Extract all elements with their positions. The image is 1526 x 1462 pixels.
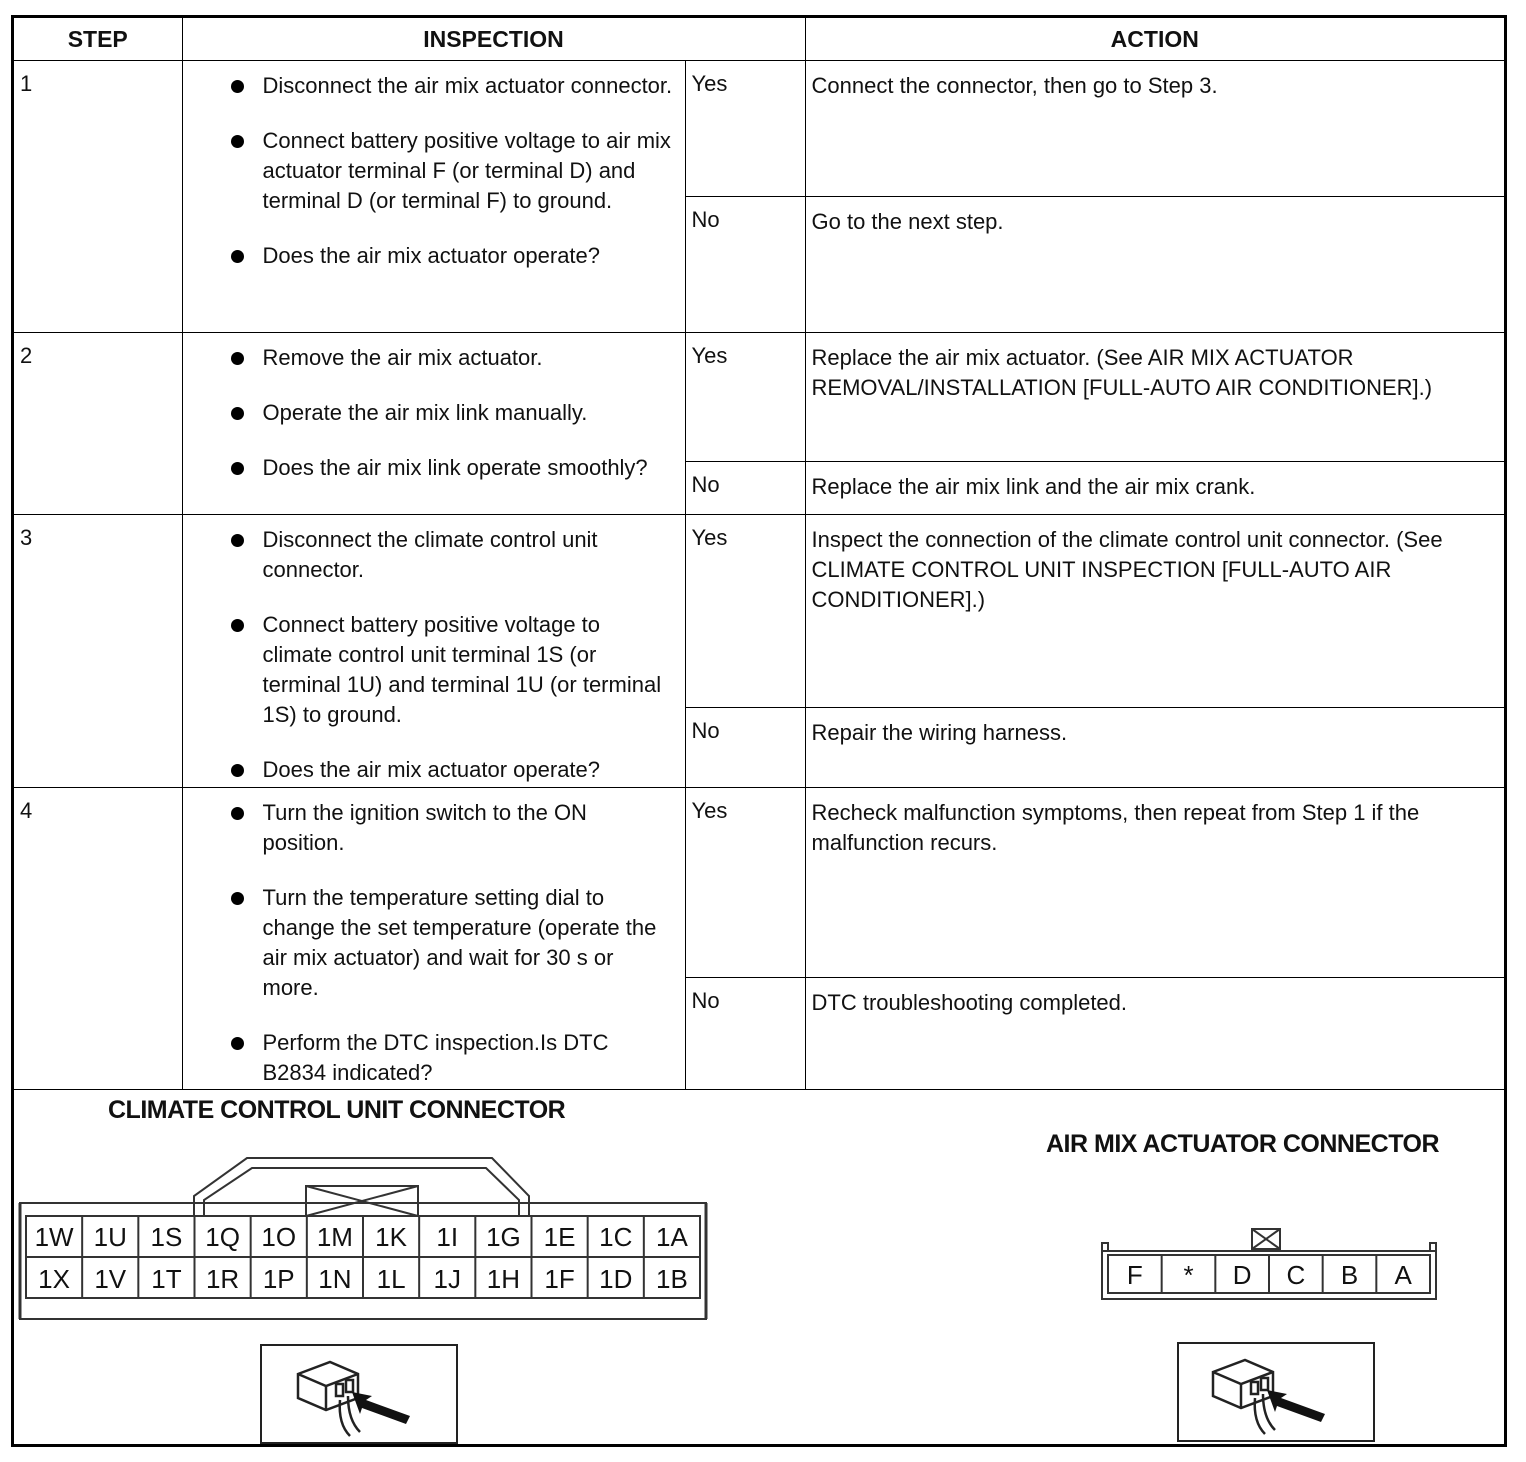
inspection-item: Does the air mix actuator operate? bbox=[229, 755, 675, 785]
air-mix-connector-title: AIR MIX ACTUATOR CONNECTOR bbox=[1046, 1130, 1440, 1158]
no-label: No bbox=[685, 462, 805, 515]
connector-pin-label: 1H bbox=[486, 1264, 521, 1294]
connector-pin-label: 1D bbox=[599, 1264, 633, 1294]
inspection-cell bbox=[182, 515, 685, 788]
inspection-cell bbox=[182, 61, 685, 333]
connector-pin-label: 1F bbox=[544, 1264, 575, 1294]
connector-pin-label: 1E bbox=[543, 1222, 576, 1252]
step-number: 4 bbox=[14, 788, 182, 1090]
step-header: STEP bbox=[14, 18, 182, 61]
connector-pin-label: 1L bbox=[376, 1264, 406, 1294]
no-action: DTC troubleshooting completed. bbox=[805, 978, 1504, 1090]
yes-label: Yes bbox=[685, 333, 805, 462]
connector-pin-label: 1U bbox=[93, 1222, 127, 1252]
connector-view-icon bbox=[260, 1344, 460, 1446]
table-row bbox=[14, 61, 1504, 197]
no-label: No bbox=[685, 708, 805, 788]
connector-pin-label: A bbox=[1394, 1260, 1412, 1290]
connector-pin-label: 1T bbox=[151, 1264, 182, 1294]
yes-label: Yes bbox=[685, 515, 805, 708]
yes-action: Inspect the connection of the climate control unit connector. (See CLIMATE CONTROL UNIT INSPECTION [FULL-AUTO AIR CONDITIONER].) bbox=[805, 515, 1504, 708]
connector-pin-label: 1J bbox=[433, 1264, 461, 1294]
inspection-item: Remove the air mix actuator. bbox=[229, 343, 675, 373]
connector-pin-label: 1A bbox=[656, 1222, 688, 1252]
inspection-item: Perform the DTC inspection.Is DTC B2834 indicated? bbox=[229, 1028, 675, 1088]
inspection-cell bbox=[182, 788, 685, 1090]
connector-pin-label: 1B bbox=[656, 1264, 688, 1294]
air-mix-connector-diagram bbox=[1094, 1223, 1454, 1313]
action-header: ACTION bbox=[805, 18, 1504, 61]
connector-pin-label: 1N bbox=[318, 1264, 352, 1294]
inspection-item: Turn the temperature setting dial to change the set temperature (operate the air mix actuator) and wait for 30 s or more. bbox=[229, 883, 675, 1003]
connector-pin-label: 1Q bbox=[205, 1222, 240, 1252]
troubleshooting-table bbox=[14, 18, 1504, 1090]
yes-action: Recheck malfunction symptoms, then repeat from Step 1 if the malfunction recurs. bbox=[805, 788, 1504, 978]
yes-action: Connect the connector, then go to Step 3. bbox=[805, 61, 1504, 197]
table-row bbox=[14, 515, 1504, 708]
connector-pin-label: 1S bbox=[150, 1222, 183, 1252]
yes-label: Yes bbox=[685, 61, 805, 197]
connector-pin-label: C bbox=[1286, 1260, 1306, 1290]
no-label: No bbox=[685, 978, 805, 1090]
climate-connector-diagram bbox=[14, 1148, 714, 1333]
step-number: 1 bbox=[14, 61, 182, 333]
connector-pin-label: 1X bbox=[38, 1264, 70, 1294]
inspection-item: Does the air mix actuator operate? bbox=[229, 241, 675, 271]
connector-pin-label: 1C bbox=[599, 1222, 633, 1252]
connector-view-icon bbox=[1177, 1342, 1377, 1444]
table-row bbox=[14, 788, 1504, 978]
table-row bbox=[14, 333, 1504, 462]
connector-pin-label: F bbox=[1126, 1260, 1143, 1290]
connector-pin-label: 1M bbox=[316, 1222, 353, 1252]
document-frame bbox=[11, 15, 1507, 1447]
inspection-item: Does the air mix link operate smoothly? bbox=[229, 453, 675, 483]
inspection-item: Turn the ignition switch to the ON position. bbox=[229, 798, 675, 858]
connector-pin-label: 1V bbox=[94, 1264, 127, 1294]
no-action: Repair the wiring harness. bbox=[805, 708, 1504, 788]
inspection-item: Disconnect the climate control unit connector. bbox=[229, 525, 675, 585]
connector-pin-label: 1R bbox=[205, 1264, 240, 1294]
connector-pin-label: 1K bbox=[375, 1222, 407, 1252]
inspection-item: Connect battery positive voltage to air mix actuator terminal F (or terminal D) and terminal D (or terminal F) to ground. bbox=[229, 126, 675, 216]
step-number: 2 bbox=[14, 333, 182, 515]
connector-pin-label: * bbox=[1183, 1260, 1194, 1290]
inspection-item: Disconnect the air mix actuator connector. bbox=[229, 71, 675, 101]
connector-pin-label: 1W bbox=[34, 1222, 74, 1252]
inspection-item: Connect battery positive voltage to climate control unit terminal 1S (or terminal 1U) and terminal 1U (or terminal 1S) to ground. bbox=[229, 610, 675, 730]
yes-label: Yes bbox=[685, 788, 805, 978]
connector-pin-label: 1P bbox=[262, 1264, 295, 1294]
inspection-item: Operate the air mix link manually. bbox=[229, 398, 675, 428]
climate-connector-title: CLIMATE CONTROL UNIT CONNECTOR bbox=[108, 1096, 566, 1124]
step-number: 3 bbox=[14, 515, 182, 788]
connector-pin-label: 1G bbox=[486, 1222, 521, 1252]
no-action: Go to the next step. bbox=[805, 197, 1504, 333]
no-label: No bbox=[685, 197, 805, 333]
inspection-header: INSPECTION bbox=[182, 18, 805, 61]
connector-pin-label: 1O bbox=[261, 1222, 297, 1252]
yes-action: Replace the air mix actuator. (See AIR MIX ACTUATOR REMOVAL/INSTALLATION [FULL-AUTO AIR CONDITIONER].) bbox=[805, 333, 1504, 462]
connector-pin-label: D bbox=[1232, 1260, 1252, 1290]
connector-pin-label: 1I bbox=[436, 1222, 459, 1252]
no-action: Replace the air mix link and the air mix crank. bbox=[805, 462, 1504, 515]
connector-pin-label: B bbox=[1340, 1260, 1359, 1290]
inspection-cell bbox=[182, 333, 685, 515]
table-header-row bbox=[14, 18, 1504, 61]
